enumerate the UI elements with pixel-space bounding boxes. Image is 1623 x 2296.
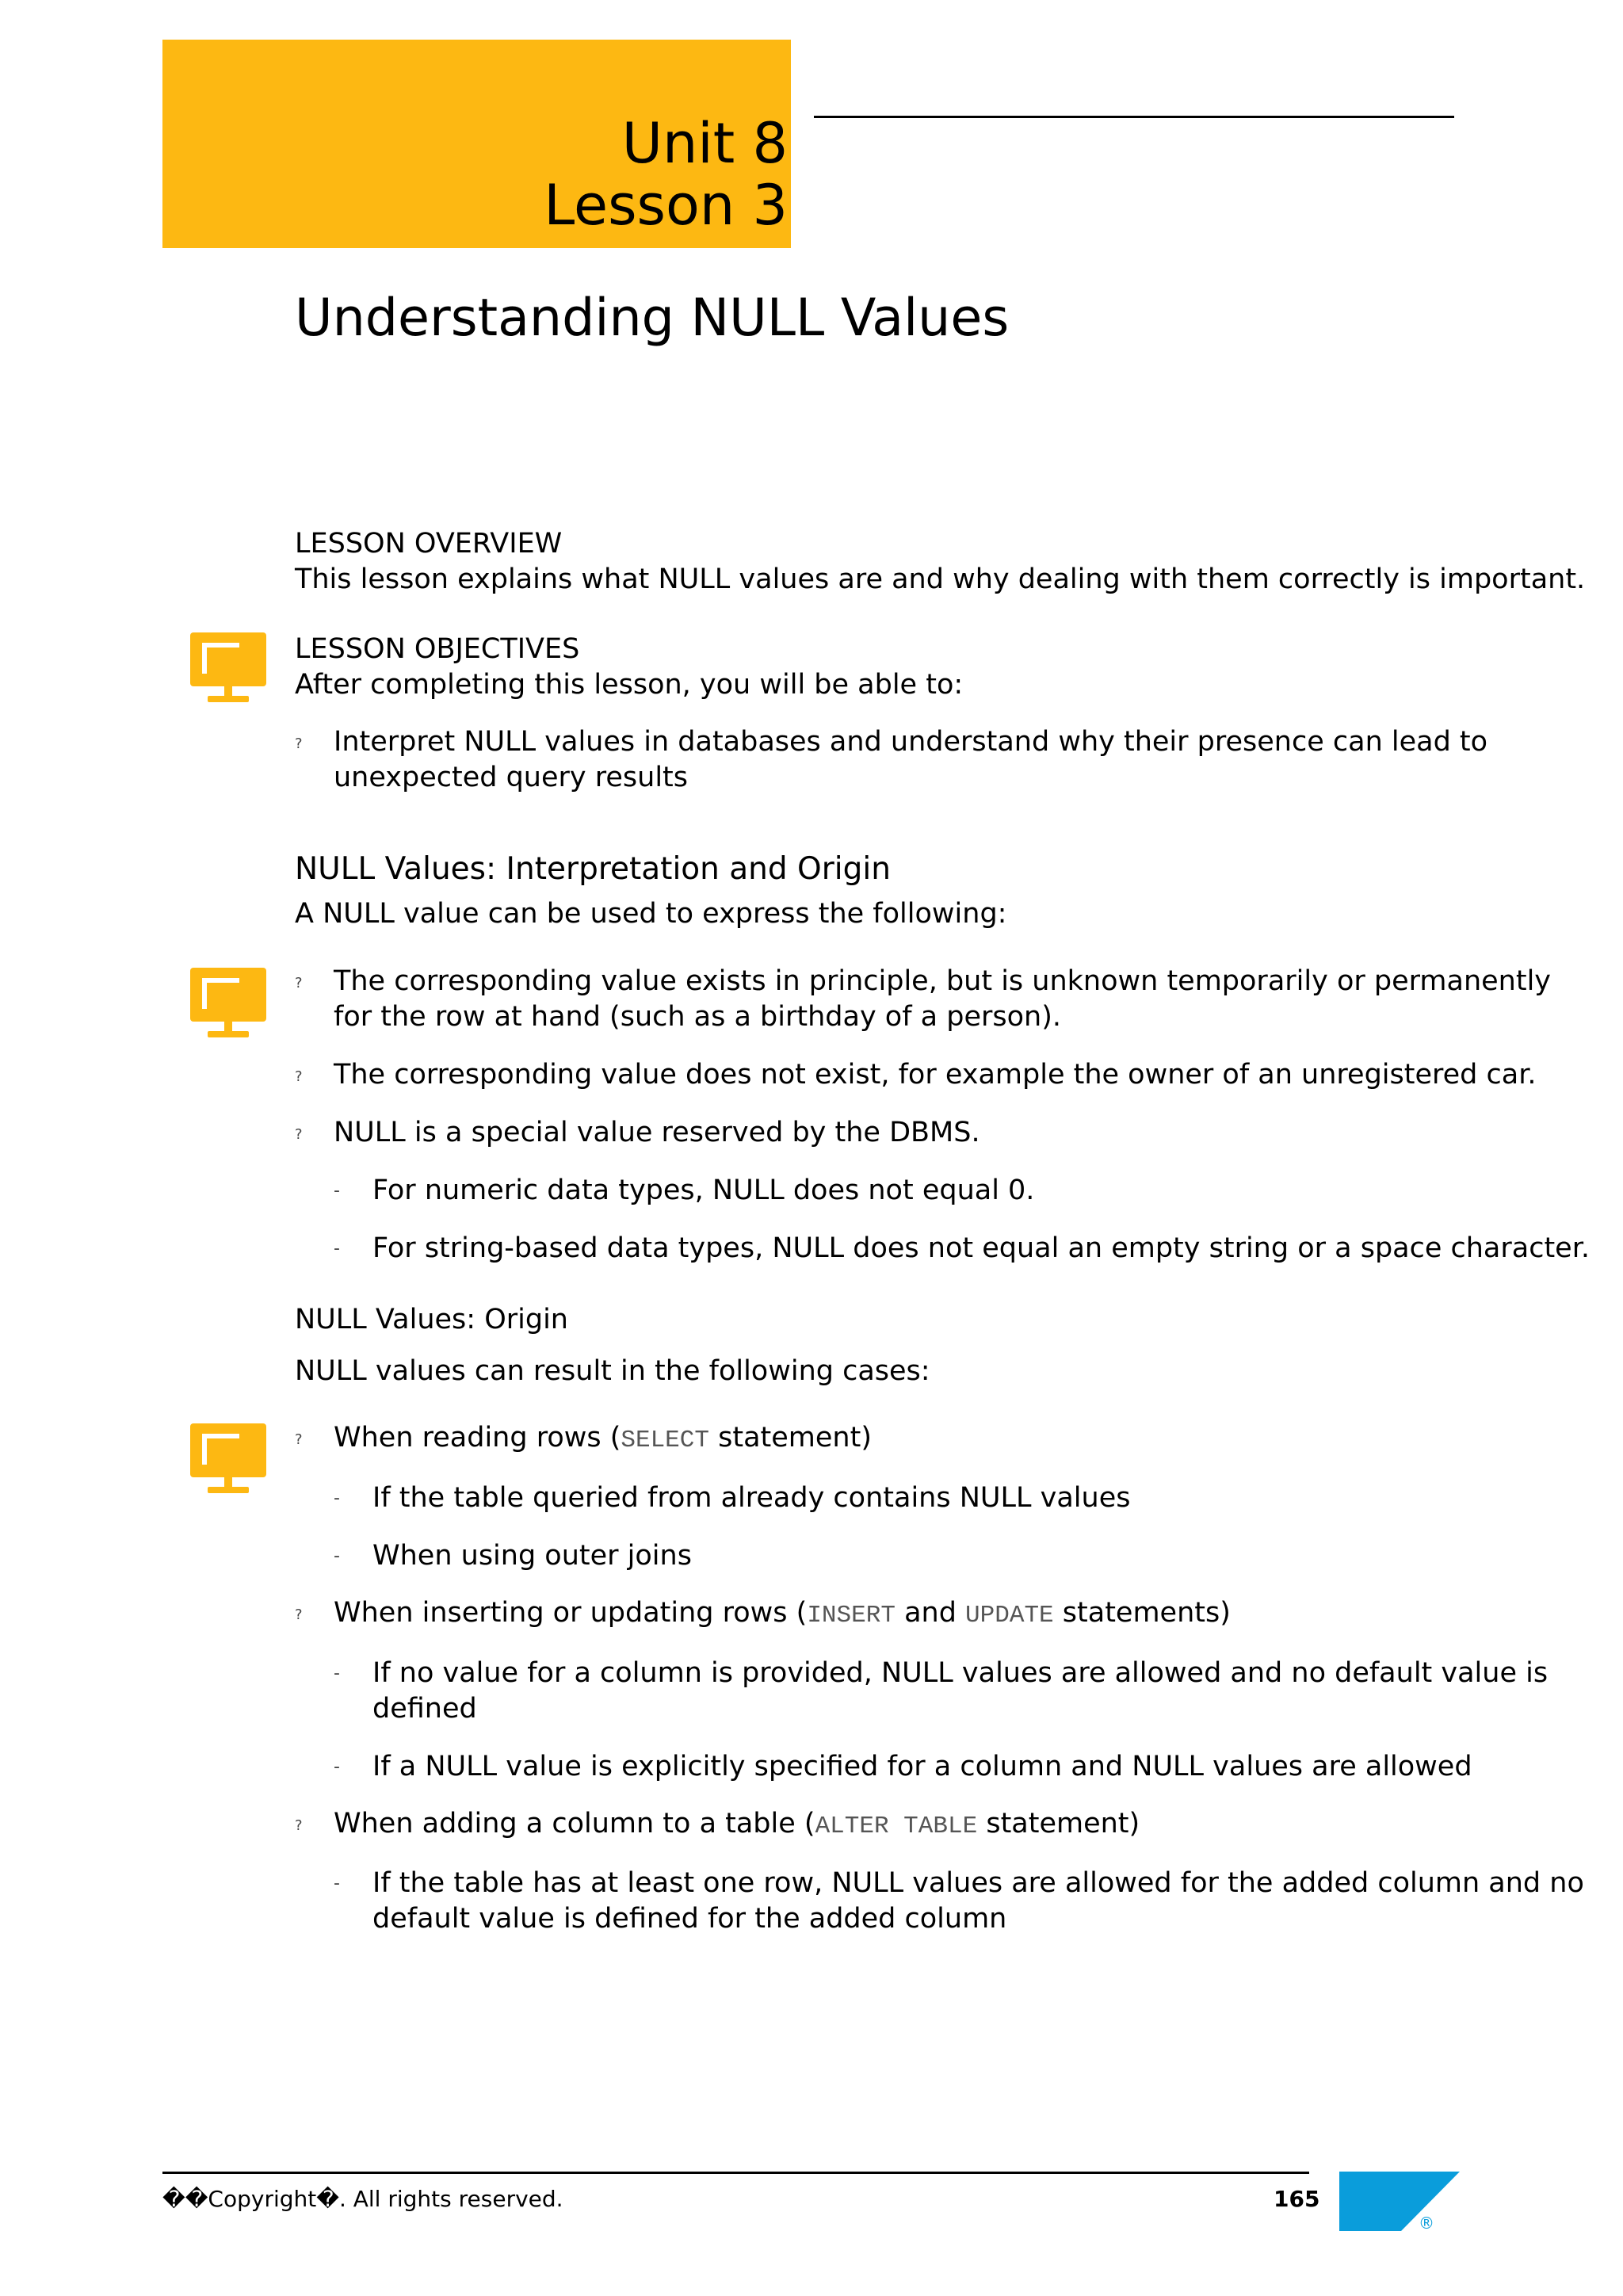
overview-heading: LESSON OVERVIEW [295,528,563,560]
logo-icon [1339,2172,1460,2231]
sub-list-item: For numeric data types, NULL does not equal 0. [372,1175,1035,1206]
monitor-icon [190,632,266,705]
sub-list-item: If the table queried from already contains NULL values [372,1482,1131,1514]
monitor-icon [190,1423,266,1496]
unit-lesson-label [544,113,788,236]
bullet-marker: ? [295,1606,303,1623]
list-item [334,1420,872,1458]
bullet-marker: ? [295,1126,303,1143]
list-item-text: When inserting or updating rows ( [334,1597,808,1629]
bullet-marker: ? [295,1431,303,1448]
objectives-heading: LESSON OBJECTIVES [295,633,580,665]
sub-list-item: When using outer joins [372,1540,692,1572]
code-update: UPDATE [965,1602,1054,1629]
lesson-title: Understanding NULL Values [295,288,1010,348]
registered-mark: ® [1419,2214,1434,2231]
lesson-label: Lesson 3 [544,173,788,238]
header-rule [814,116,1454,118]
dash-marker: - [334,1757,340,1777]
code-insert: INSERT [807,1602,896,1629]
objectives-intro: After completing this lesson, you will be able to: [295,669,964,701]
dash-marker: - [334,1664,340,1683]
section-intro: A NULL value can be used to express the following: [295,898,1007,930]
dash-marker: - [334,1874,340,1893]
section-heading-interpretation: NULL Values: Interpretation and Origin [295,851,891,887]
dash-marker: - [334,1181,340,1201]
list-item-text: When adding a column to a table ( [334,1808,815,1839]
list-item [334,1595,1231,1633]
list-item-text: statements) [1053,1597,1231,1629]
list-item-text: and [895,1597,966,1629]
sub-list-item: If the table has at least one row, NULL values are allowed for the added column and no default value is defined for the added column [372,1867,1584,1935]
copyright-text: ��Copyright�. All rights reserved. [162,2186,563,2212]
unit-label: Unit 8 [621,111,788,176]
bullet-marker: ? [295,975,303,991]
objective-item: Interpret NULL values in databases and understand why their presence can lead to unexpected query results [334,726,1488,793]
sub-list-item: If no value for a column is provided, NULL values are allowed and no default value is defined [372,1657,1549,1725]
page-number: 165 [1274,2186,1320,2212]
bullet-marker: ? [295,1817,303,1834]
unit-banner [162,40,791,248]
bullet-marker: ? [295,1068,303,1085]
list-item: NULL is a special value reserved by the DBMS. [334,1117,980,1148]
list-item: The corresponding value does not exist, for example the owner of an unregistered car. [334,1059,1537,1091]
sub-list-item: For string-based data types, NULL does not equal an empty string or a space character. [372,1232,1591,1264]
list-item-text: statement) [977,1808,1140,1839]
list-item-text: When reading rows ( [334,1422,621,1454]
footer-rule [162,2172,1309,2174]
section-intro: NULL values can result in the following cases: [295,1355,930,1387]
list-item-text: statement) [709,1422,872,1454]
code-select: SELECT [621,1427,709,1454]
overview-text: This lesson explains what NULL values are and why dealing with them correctly is important. [295,563,1586,595]
section-heading-origin: NULL Values: Origin [295,1304,568,1335]
dash-marker: - [334,1546,340,1566]
code-alter-table: ALTER TABLE [815,1813,978,1840]
list-item: The corresponding value exists in principle, but is unknown temporarily or permanently for the row at hand (such as a birthday of a person). [334,965,1552,1033]
sub-list-item: If a NULL value is explicitly specified for a column and NULL values are allowed [372,1751,1472,1782]
dash-marker: - [334,1239,340,1259]
list-item [334,1806,1140,1844]
bullet-marker: ? [295,735,303,752]
dash-marker: - [334,1488,340,1508]
monitor-icon [190,968,266,1041]
